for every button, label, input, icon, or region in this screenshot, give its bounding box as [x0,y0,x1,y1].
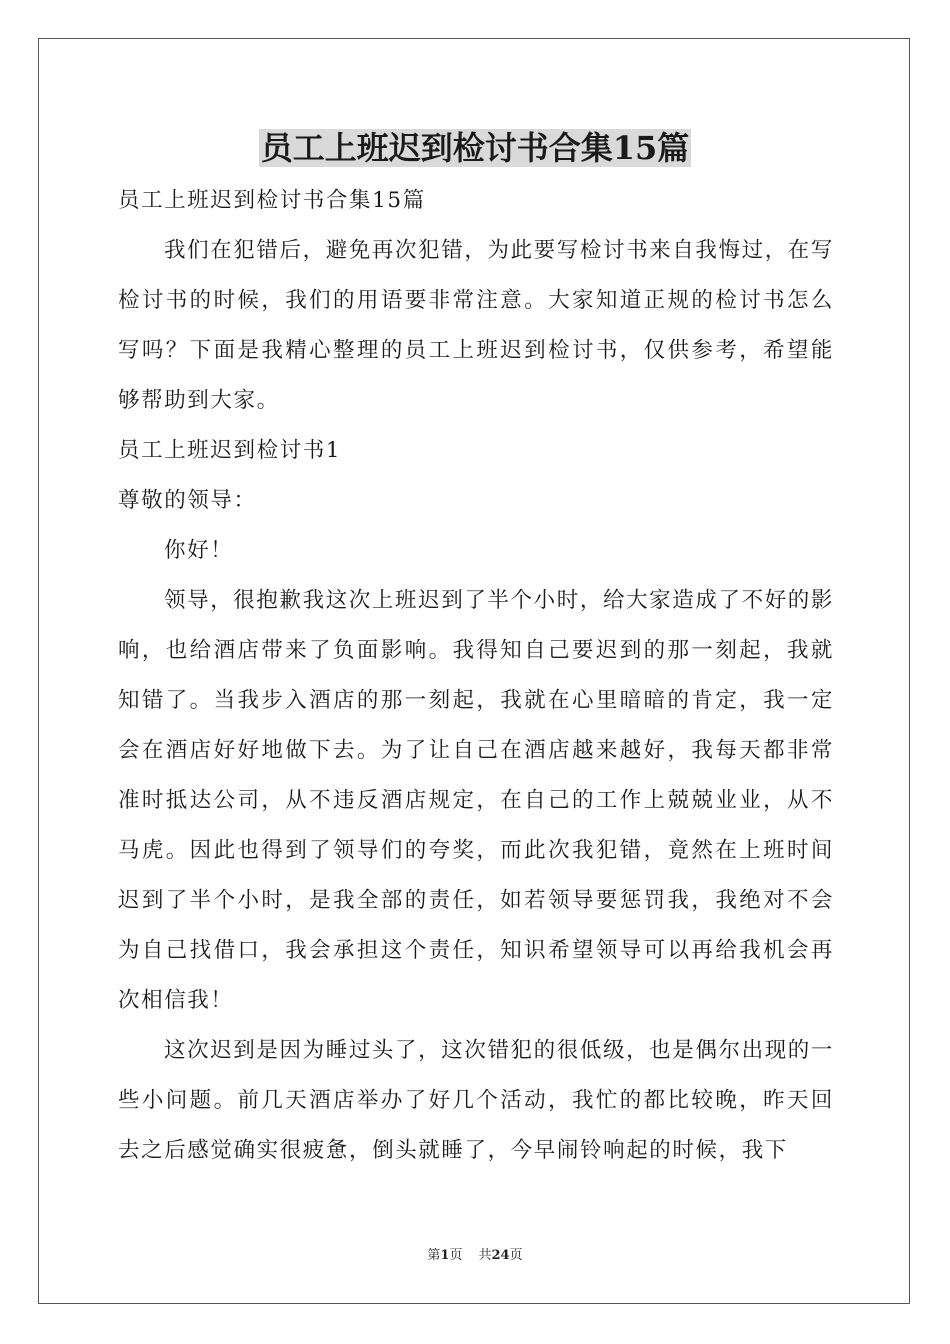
page-suffix: 页 [449,1248,463,1263]
document-title [0,120,950,176]
page-number: 1 [440,1248,450,1263]
page-prefix: 第 [427,1248,441,1263]
total-suffix: 页 [509,1248,523,1263]
greeting: 你好！ [164,538,234,563]
paragraph-body-1: 领导，很抱歉我这次上班迟到了半个小时，给大家造成了不好的影响，也给酒店带来了负面影响。我得知自己要迟到的那一刻起，我就知错了。当我步入酒店的那一刻起，我就在心里暗暗的肯定，我一定会在酒店好好地做下去。为了让自己在酒店越来越好，我每天都非常准时抵达公司，从不违反酒店规定，在自己的工作上兢兢业业，从不马虎。因此也得到了领导们的夸奖，而此次我犯错，竟然在上班时间迟到了半个小时，是我全部的责任，如若领导要惩罚我，我绝对不会为自己找借口，我会承担这个责任，知识希望领导可以再给我机会再次相信我！ [118,588,834,1013]
paragraph-body-2: 这次迟到是因为睡过头了，这次错犯的很低级，也是偶尔出现的一些小问题。前几天酒店举办了好几个活动，我忙的都比较晚，昨天回去之后感觉确实很疲惫，倒头就睡了，今早闹铃响起的时候，我下 [118,1038,834,1163]
section-heading: 员工上班迟到检讨书1 [118,438,342,463]
total-prefix: 共 [478,1248,492,1263]
document-body [118,176,834,1176]
paragraph-intro: 我们在犯错后，避免再次犯错，为此要写检讨书来自我悔过，在写检讨书的时候，我们的用语要非常注意。大家知道正规的检讨书怎么写吗？下面是我精心整理的员工上班迟到检讨书，仅供参考，希望能够帮助到大家。 [118,238,834,413]
page-footer [0,1246,950,1266]
total-pages: 24 [491,1248,510,1263]
salutation: 尊敬的领导： [118,488,257,513]
document-title-text: 员工上班迟到检讨书合集15篇 [260,129,690,167]
paragraph-subtitle: 员工上班迟到检讨书合集15篇 [118,188,426,213]
